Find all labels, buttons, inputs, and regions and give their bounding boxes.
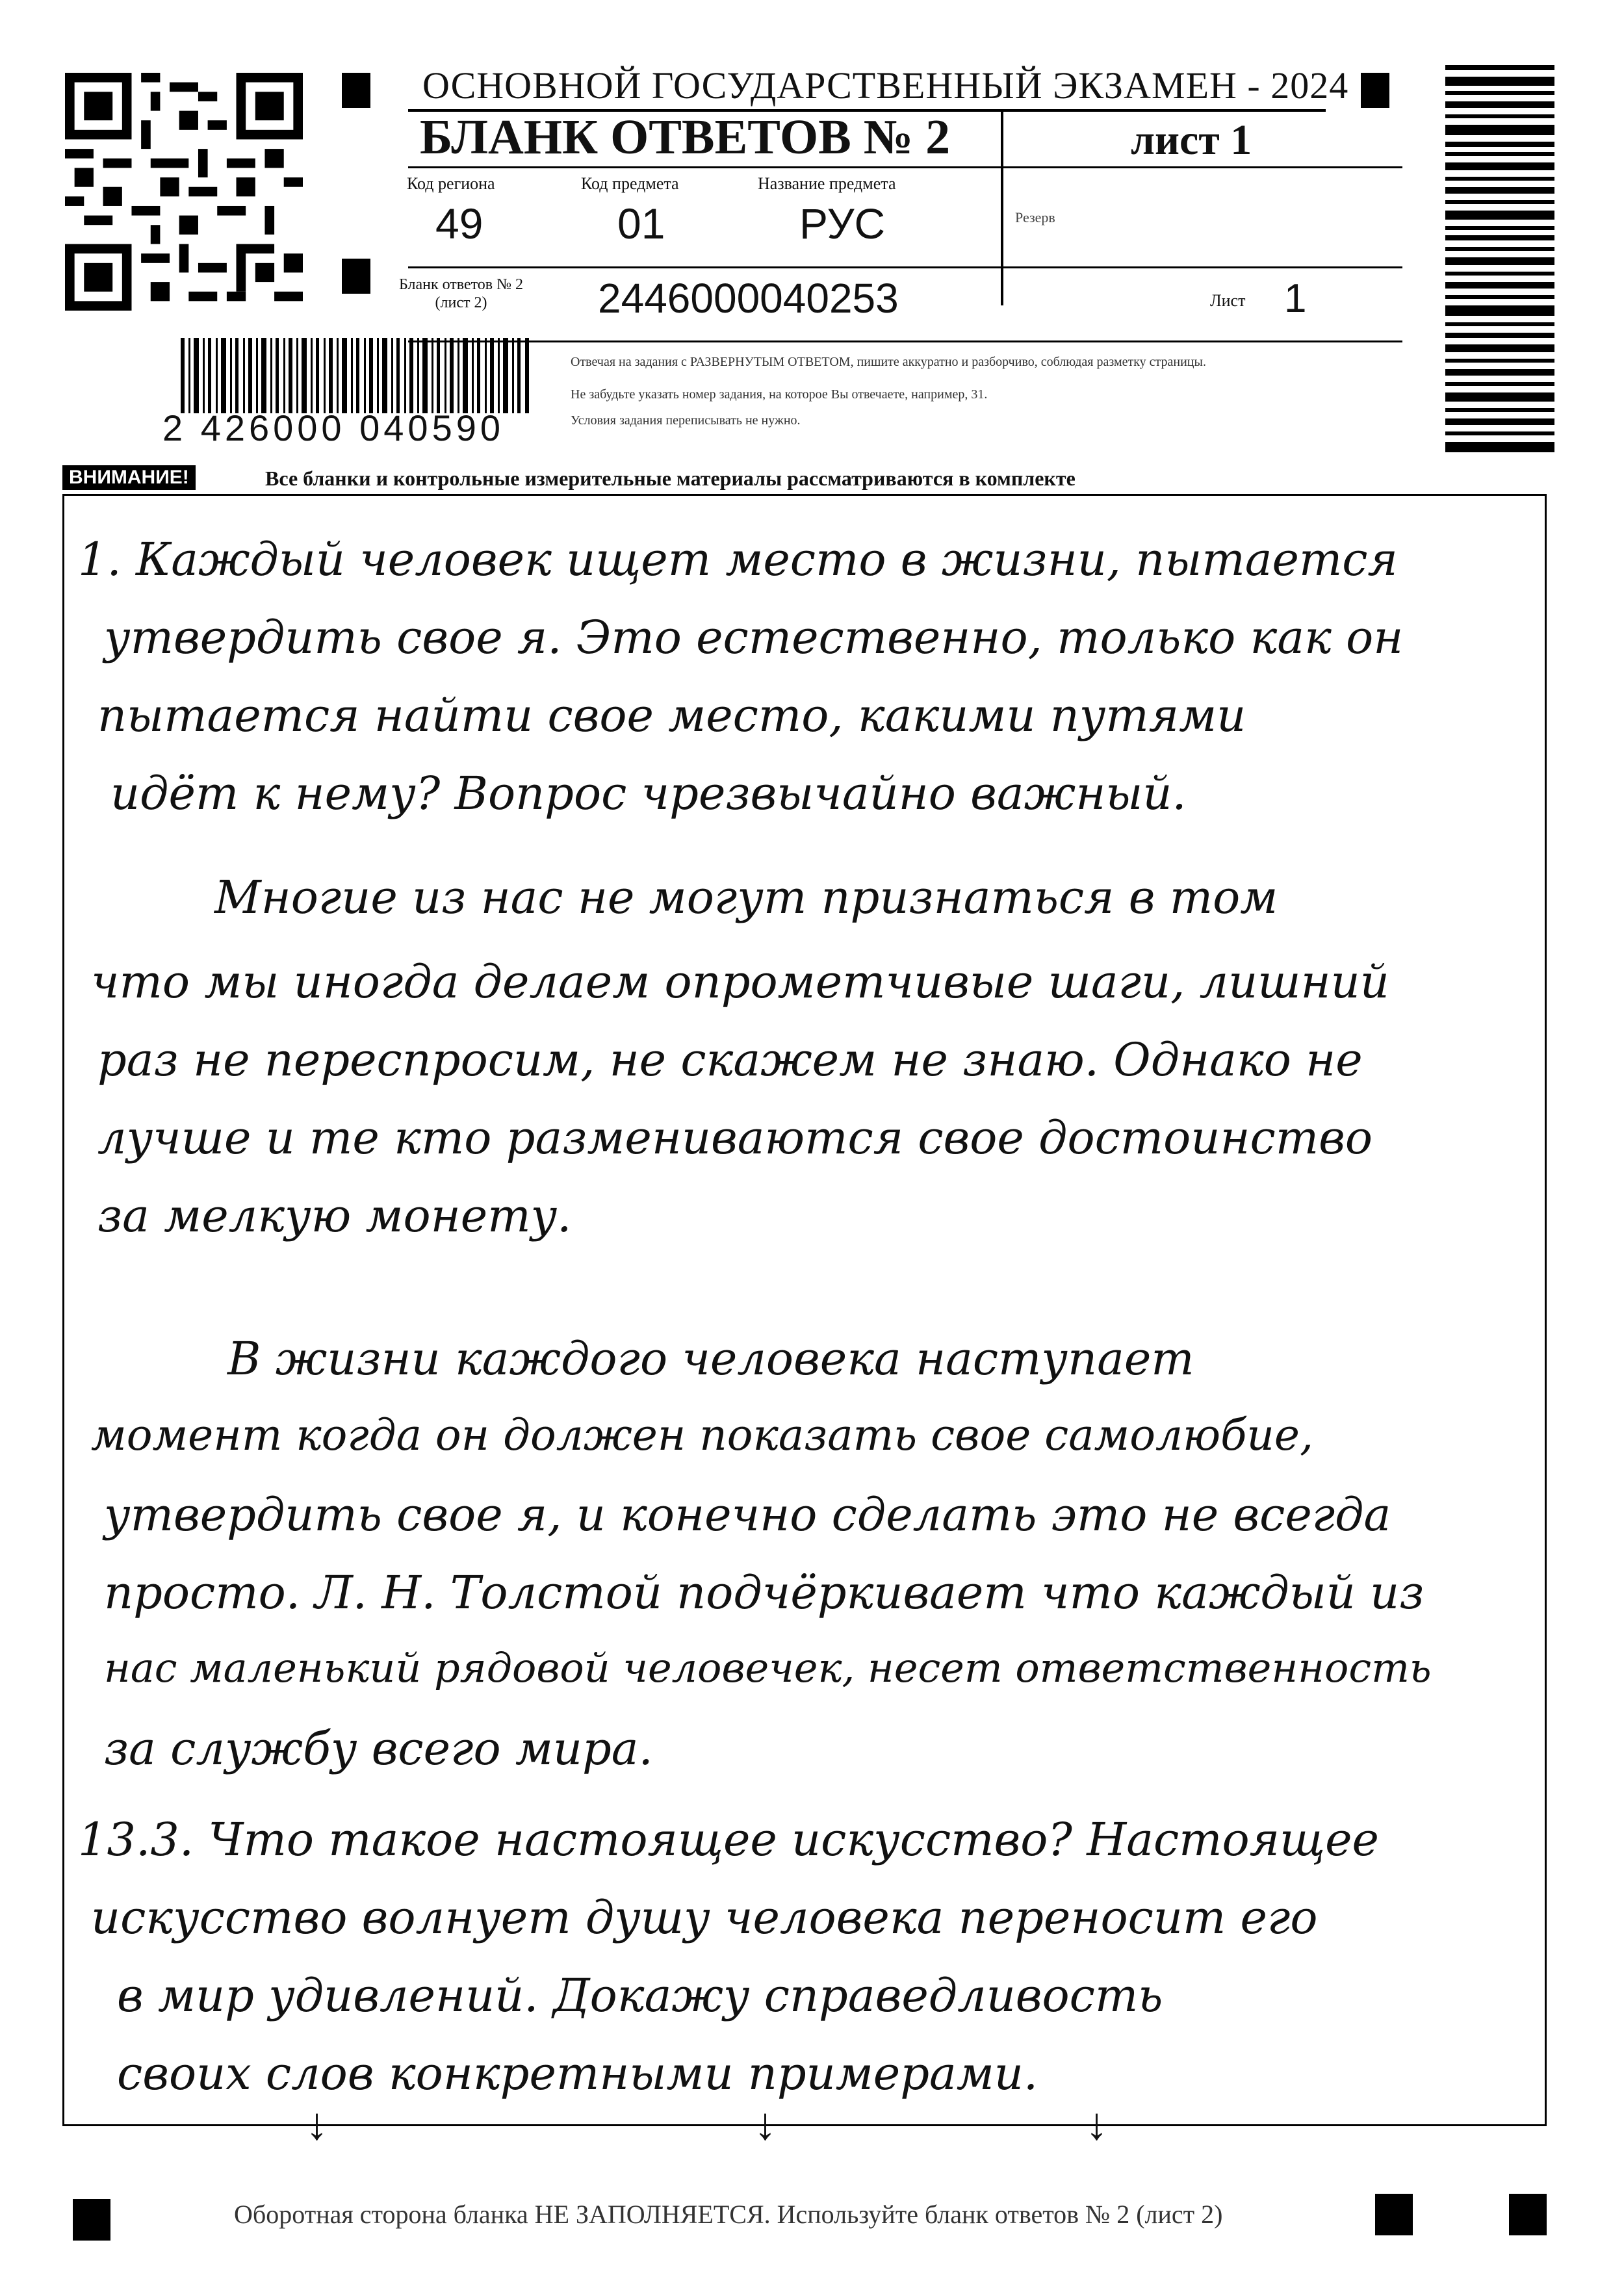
- handwritten-line: раз не переспросим, не скажем не знаю. Однако не: [97, 1033, 1363, 1086]
- warning-text: Все бланки и контрольные измерительные материалы рассматриваются в комплекте: [265, 467, 1076, 490]
- subject-code-value: 01: [617, 199, 665, 248]
- handwritten-line: идёт к нему? Вопрос чрезвычайно важный.: [110, 767, 1187, 820]
- barcode-number: 2 426000 040590: [162, 407, 504, 448]
- region-value: 49: [435, 199, 483, 248]
- instruction-line: Не забудьте указать номер задания, на которое Вы отвечаете, например, 31.: [571, 387, 988, 402]
- sheet-small-label: Лист: [1210, 291, 1246, 310]
- instruction-line: Условия задания переписывать не нужно.: [571, 413, 801, 428]
- sheet-small-value: 1: [1284, 276, 1307, 321]
- handwritten-line: утвердить свое я. Это естественно, только как он: [104, 611, 1404, 664]
- instruction-line: Отвечая на задания с РАЗВЕРНУТЫМ ОТВЕТОМ, пишите аккуратно и разборчиво, соблюдая разметку страницы.: [571, 355, 1206, 369]
- subject-code-label: Код предмета: [581, 174, 679, 193]
- form-ref-label-line2: (лист 2): [435, 294, 487, 311]
- header-divider: [408, 266, 1402, 268]
- down-arrow-icon: ↓: [305, 2100, 328, 2150]
- form-title: БЛАНК ОТВЕТОВ № 2: [420, 110, 951, 164]
- reserve-label: Резерв: [1015, 209, 1055, 225]
- sheet-label: лист 1: [1131, 116, 1252, 164]
- qr-code: [65, 73, 303, 311]
- handwritten-line: что мы иногда делаем опрометчивые шаги, лишний: [91, 955, 1389, 1009]
- handwritten-line: В жизни каждого человека наступает: [227, 1332, 1194, 1385]
- handwritten-line: лучше и те кто размениваются свое достоинство: [97, 1111, 1373, 1164]
- subject-name-value: РУС: [799, 199, 886, 248]
- form-ref-label: [399, 276, 523, 312]
- corner-marker: [342, 73, 370, 108]
- handwritten-line: нас маленький рядовой человечек, несет ответственность: [104, 1644, 1432, 1691]
- corner-marker: [73, 2199, 110, 2241]
- warning-badge: ВНИМАНИЕ!: [62, 465, 196, 490]
- form-ref-value: 2446000040253: [598, 275, 899, 322]
- form-barcode: [181, 338, 532, 413]
- corner-marker: [342, 259, 370, 294]
- handwritten-line: Многие из нас не могут признаться в том: [214, 871, 1278, 924]
- handwritten-line: за службу всего мира.: [104, 1722, 653, 1775]
- header-divider: [408, 166, 1402, 168]
- header-divider: [1001, 110, 1003, 305]
- region-label: Код региона: [407, 174, 495, 193]
- handwritten-line: момент когда он должен показать свое самолюбие,: [91, 1410, 1313, 1460]
- handwritten-line: 13.3. Что такое настоящее искусство? Настоящее: [78, 1813, 1379, 1866]
- handwritten-line: просто. Л. Н. Толстой подчёркивает что каждый из: [104, 1566, 1424, 1619]
- handwritten-line: за мелкую монету.: [97, 1189, 572, 1242]
- corner-marker: [1509, 2194, 1547, 2235]
- subject-name-label: Название предмета: [758, 174, 896, 193]
- header-divider: [408, 341, 1402, 342]
- down-arrow-icon: ↓: [754, 2100, 777, 2150]
- footer-note: Оборотная сторона бланка НЕ ЗАПОЛНЯЕТСЯ. Используйте бланк ответов № 2 (лист 2): [234, 2200, 1223, 2229]
- handwritten-line: 1. Каждый человек ищет место в жизни, пытается: [78, 533, 1398, 586]
- exam-title: ОСНОВНОЙ ГОСУДАРСТВЕННЫЙ ЭКЗАМЕН - 2024: [422, 64, 1349, 107]
- corner-marker: [1375, 2194, 1413, 2235]
- form-ref-label-line1: Бланк ответов № 2: [399, 276, 524, 293]
- side-barcode: [1445, 65, 1554, 455]
- corner-marker: [1361, 73, 1389, 108]
- handwritten-line: пытается найти свое место, какими путями: [97, 689, 1246, 742]
- handwritten-line: своих слов конкретными примерами.: [117, 2047, 1038, 2100]
- handwritten-line: в мир удивлений. Докажу справедливость: [117, 1969, 1163, 2022]
- handwritten-line: утвердить свое я, и конечно сделать это не всегда: [104, 1488, 1391, 1541]
- handwritten-line: искусство волнует душу человека переносит его: [91, 1891, 1318, 1944]
- down-arrow-icon: ↓: [1085, 2100, 1108, 2150]
